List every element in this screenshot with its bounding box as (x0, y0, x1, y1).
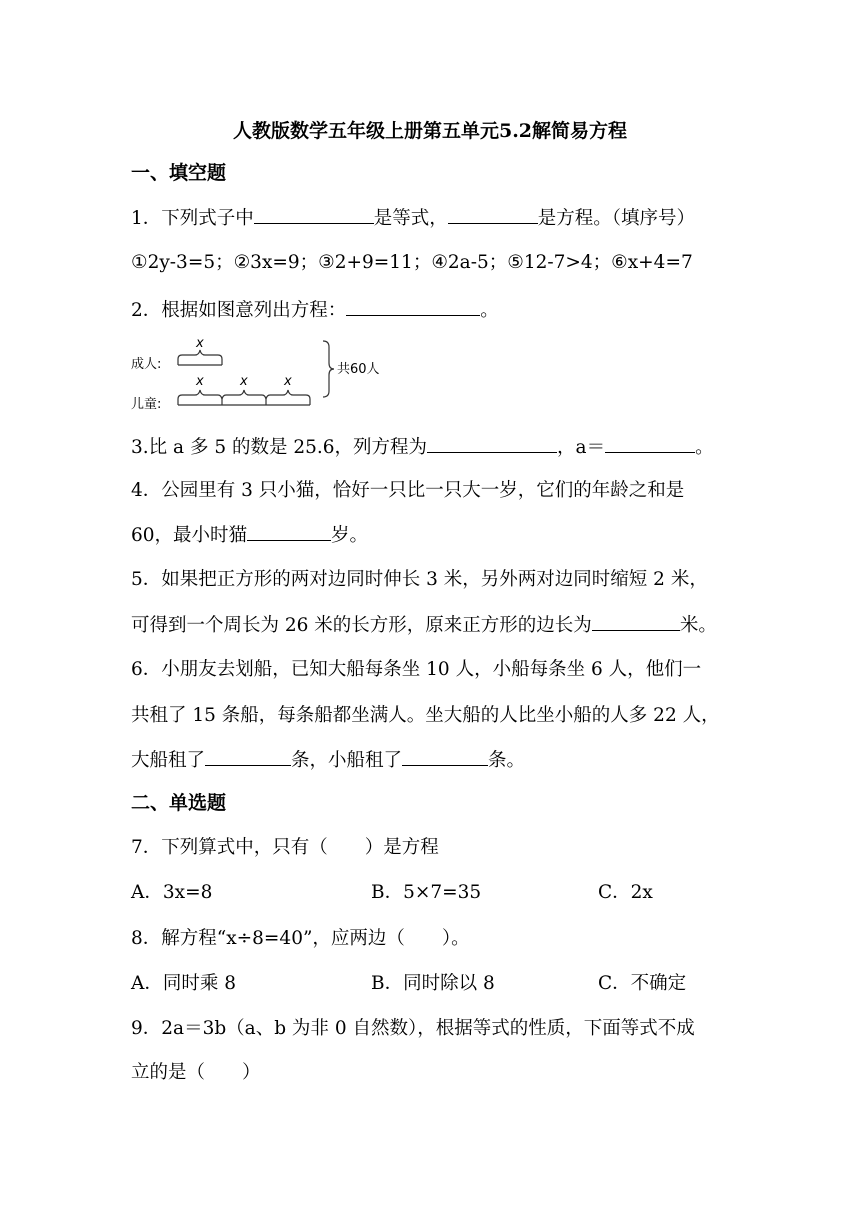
q6-text-b: 条，小船租了 (291, 750, 403, 771)
q4-text-b: 岁。 (331, 525, 369, 546)
q1-text-c: 是方程。（填序号） (537, 208, 696, 229)
q3-text: 3.比 a 多 5 的数是 25.6，列方程为 (131, 437, 428, 458)
q1-blank-equations[interactable] (254, 205, 374, 224)
question-1 (131, 205, 695, 231)
q8-option-c[interactable]: C．不确定 (598, 973, 687, 994)
question-6-line1: 6．小朋友去划船，已知大船每条坐 10 人，小船每条坐 6 人，他们一 (131, 659, 702, 680)
q2-blank[interactable] (346, 297, 480, 316)
q2-text: 2．根据如图意列出方程： (131, 300, 347, 321)
question-5-line2 (131, 612, 717, 638)
q7-option-c[interactable]: C．2x (598, 882, 653, 903)
q6-text-a: 大船租了 (131, 750, 206, 771)
question-2 (131, 297, 499, 323)
total-label: 共60人 (337, 362, 380, 377)
question-6-line2: 共租了 15 条船，每条船都坐满人。坐大船的人比坐小船的人多 22 人， (131, 705, 720, 726)
question-5-line1: 5．如果把正方形的两对边同时伸长 3 米，另外两对边同时缩短 2 米， (131, 569, 708, 590)
child-braces (178, 390, 310, 405)
q1-blank-equations-2[interactable] (448, 205, 538, 224)
q3-end: 。 (695, 437, 714, 458)
question-9-line2: 立的是（ ） (131, 1062, 261, 1083)
q7-option-a[interactable]: A．3x=8 (131, 882, 213, 903)
total-brace (323, 341, 334, 397)
adult-child-diagram (131, 337, 401, 415)
q3-blank-a[interactable] (605, 434, 695, 453)
child-var-label-2: x (240, 374, 248, 389)
q7-option-b[interactable]: B．5×7=35 (371, 882, 482, 903)
question-4-line1: 4．公园里有 3 只小猫，恰好一只比一只大一岁，它们的年龄之和是 (131, 480, 685, 501)
q5-blank[interactable] (592, 612, 680, 631)
q5-text-b: 米。 (679, 615, 717, 636)
q1-text-a: 1．下列式子中 (131, 208, 254, 229)
q3-text-b: ，a＝ (557, 437, 606, 458)
child-label: 儿童: (131, 397, 162, 412)
question-3 (131, 434, 714, 460)
question-8: 8．解方程“x÷8=40”，应两边（ ）。 (131, 928, 470, 949)
child-var-label-3: x (284, 374, 292, 389)
q6-blank-small[interactable] (402, 747, 488, 766)
adult-brace (178, 350, 222, 365)
q6-text-c: 条。 (488, 750, 526, 771)
q4-blank[interactable] (247, 522, 331, 541)
child-var-label-1: x (196, 374, 204, 389)
page-title: 人教版数学五年级上册第五单元5.2解简易方程 (232, 120, 628, 142)
q3-blank-equation[interactable] (427, 434, 557, 453)
question-4-line2 (131, 522, 368, 548)
q1-options: ①2y-3=5；②3x=9；③2+9=11；④2a-5；⑤12-7>4；⑥x+4=7 (131, 252, 693, 273)
q2-end: 。 (480, 300, 499, 321)
q4-text-a: 60，最小时猫 (131, 525, 248, 546)
q8-option-a[interactable]: A．同时乘 8 (131, 973, 237, 994)
question-7: 7．下列算式中，只有（ ）是方程 (131, 837, 439, 858)
section-single-choice: 二、单选题 (131, 792, 227, 814)
adult-label: 成人: (131, 357, 162, 372)
question-6-line3 (131, 747, 525, 773)
section-fill-in: 一、填空题 (131, 162, 227, 184)
adult-var-label: x (196, 337, 204, 351)
q5-text-a: 可得到一个周长为 26 米的长方形，原来正方形的边长为 (131, 615, 592, 636)
question-9-line1: 9．2a＝3b（a、b 为非 0 自然数），根据等式的性质，下面等式不成 (131, 1018, 695, 1039)
q6-blank-large[interactable] (205, 747, 291, 766)
q8-option-b[interactable]: B．同时除以 8 (371, 973, 495, 994)
q1-text-b: 是等式， (373, 208, 448, 229)
